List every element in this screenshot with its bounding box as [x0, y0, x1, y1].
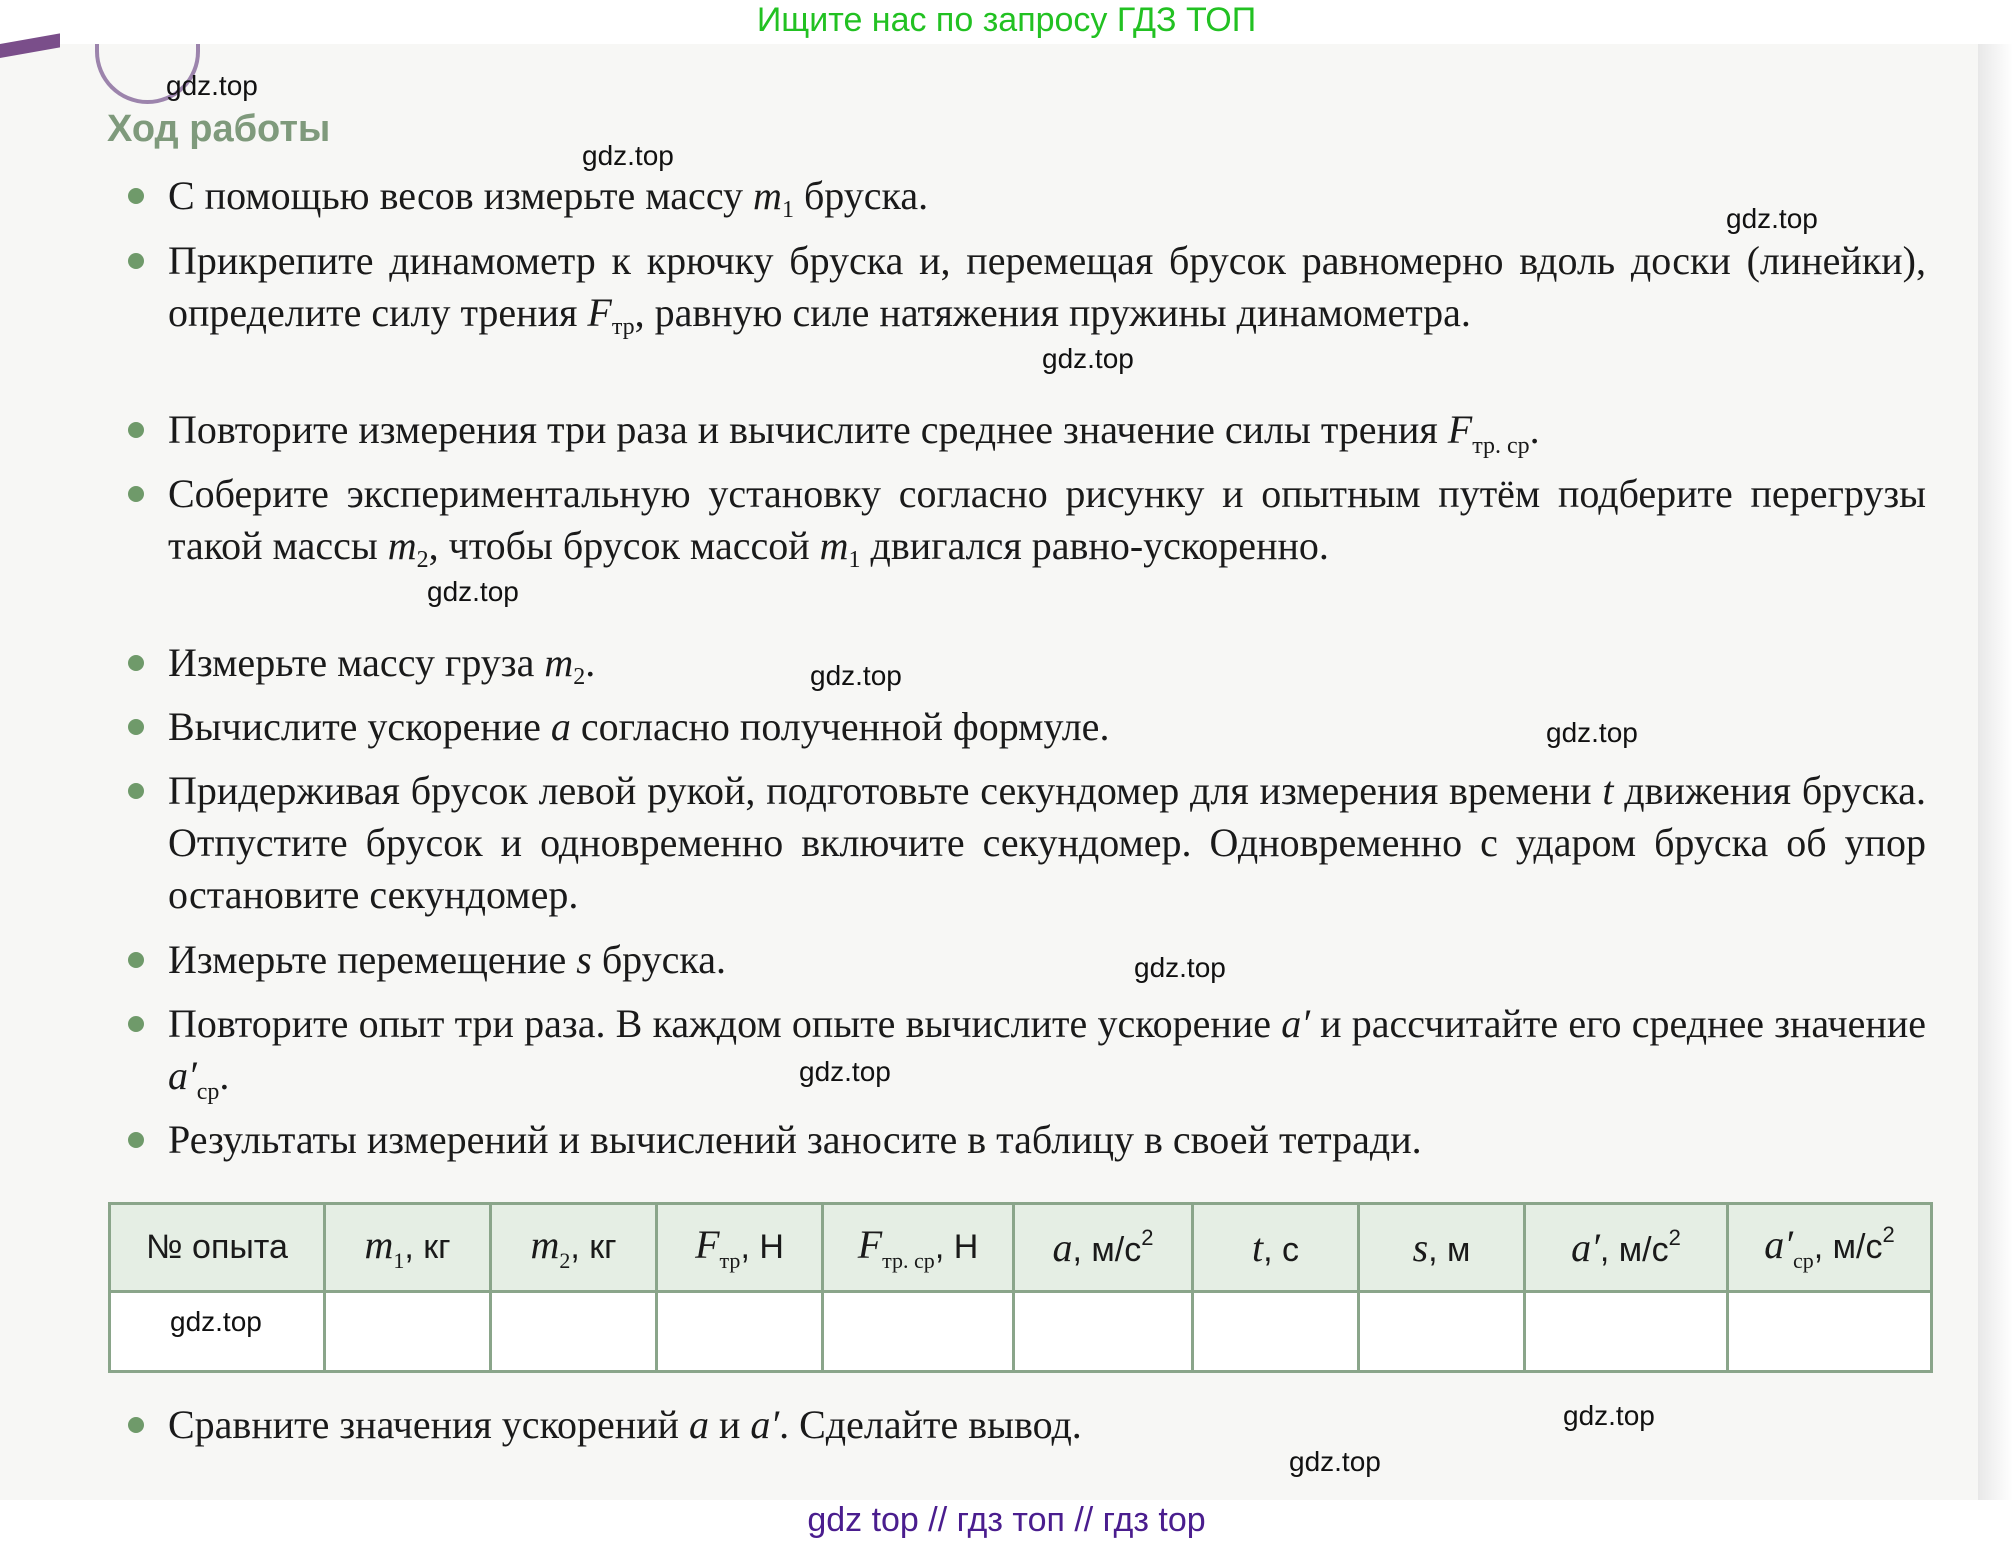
step-text: двигался равно-ускоренно.	[860, 523, 1329, 568]
math-symbol: m	[819, 523, 849, 568]
header-f-friction	[657, 1204, 823, 1292]
math-symbol: a′	[1281, 1001, 1310, 1046]
bullet-icon	[128, 1417, 144, 1433]
header-symbol: a′	[1764, 1222, 1793, 1267]
watermark: gdz.top	[1563, 1400, 1655, 1431]
step-text: бруска.	[793, 173, 929, 218]
bullet-icon	[128, 253, 144, 269]
watermark: gdz.top	[1546, 717, 1638, 748]
math-subscript: 2	[573, 664, 586, 690]
header-subscript: 2	[559, 1248, 571, 1273]
step-text: Сравните значения ускорений	[168, 1402, 689, 1447]
step-text: Измерьте массу груза	[168, 640, 545, 685]
header-unit: , м/с	[1072, 1231, 1142, 1269]
step-7	[168, 765, 1926, 921]
header-symbol: t	[1251, 1225, 1264, 1270]
math-subscript: тр	[611, 314, 635, 340]
math-symbol: m	[753, 173, 782, 218]
bottom-banner: gdz top // гдз топ // гдз top	[0, 1500, 2013, 1544]
step-text: бруска.	[591, 937, 726, 982]
table-cell	[1014, 1292, 1193, 1372]
bullet-icon	[128, 952, 144, 968]
step-9	[168, 998, 1926, 1118]
table-cell	[1525, 1292, 1728, 1372]
header-symbol: m	[364, 1222, 394, 1267]
results-table	[108, 1202, 1933, 1373]
math-symbol: F	[587, 290, 612, 335]
table-cell	[1193, 1292, 1359, 1372]
step-4	[168, 468, 1926, 586]
bullet-icon	[128, 486, 144, 502]
header-unit: , м	[1428, 1231, 1471, 1269]
bullet-icon	[128, 1016, 144, 1032]
math-subscript: 2	[416, 547, 429, 573]
header-subscript: ср	[1793, 1248, 1814, 1273]
table-header-row	[110, 1204, 1932, 1292]
header-unit: , Н	[740, 1228, 784, 1266]
step-11	[168, 1399, 1926, 1451]
step-text: Повторите опыт три раза. В каждом опыте вычислите ускорение	[168, 1001, 1282, 1046]
math-symbol: t	[1602, 768, 1614, 813]
watermark: gdz.top	[1726, 203, 1818, 234]
math-subscript: 1	[848, 547, 861, 573]
header-t	[1193, 1204, 1359, 1292]
bullet-icon	[128, 783, 144, 799]
step-text: Повторите измерения три раза и вычислите среднее значение силы трения	[168, 407, 1448, 452]
math-symbol: a	[688, 1402, 709, 1447]
math-symbol: a	[550, 704, 571, 749]
table-cell	[657, 1292, 823, 1372]
step-8	[168, 934, 1926, 986]
page-edge	[1978, 44, 2013, 1500]
step-text: Вычислите ускорение	[168, 704, 551, 749]
header-a-prime	[1525, 1204, 1728, 1292]
watermark: gdz.top	[1042, 343, 1134, 374]
step-10	[168, 1114, 1926, 1166]
watermark: gdz.top	[1134, 952, 1226, 983]
header-m1	[325, 1204, 491, 1292]
header-unit: , кг	[404, 1228, 451, 1266]
math-symbol: a′	[168, 1053, 197, 1098]
bullet-icon	[128, 719, 144, 735]
table-cell	[491, 1292, 657, 1372]
step-text: , чтобы брусок массой	[428, 523, 820, 568]
header-symbol: a′	[1571, 1225, 1600, 1270]
watermark: gdz.top	[1289, 1446, 1381, 1477]
header-superscript: 2	[1668, 1225, 1681, 1250]
header-unit: , м/с	[1813, 1228, 1883, 1266]
step-text: , равную силе натяжения пружины динамометра.	[634, 290, 1471, 335]
math-subscript: тр. ср	[1472, 433, 1530, 459]
header-symbol: F	[695, 1222, 720, 1267]
step-text: . Сделайте вывод.	[779, 1402, 1082, 1447]
step-text: С помощью весов измерьте массу	[168, 173, 754, 218]
header-subscript: тр. ср	[882, 1248, 935, 1273]
table-cell	[325, 1292, 491, 1372]
step-text: Придерживая брусок левой рукой, подготовьте секундомер для измерения времени	[168, 768, 1603, 813]
step-text: Прикрепите динамометр к крючку бруска и, перемещая брусок равномерно вдоль доски (линейки), определите силу трения	[168, 238, 1926, 335]
header-experiment-number	[110, 1204, 325, 1292]
step-5	[168, 637, 1926, 703]
math-symbol: F	[1447, 407, 1473, 452]
header-a	[1014, 1204, 1193, 1292]
math-subscript: ср	[196, 1079, 220, 1105]
step-text: и	[708, 1402, 751, 1447]
header-f-friction-avg	[823, 1204, 1014, 1292]
step-text: .	[585, 640, 596, 685]
step-text: Измерьте перемещение	[168, 937, 577, 982]
header-symbol: m	[530, 1222, 560, 1267]
step-text: .	[1529, 407, 1540, 452]
header-a-prime-avg	[1728, 1204, 1932, 1292]
step-1	[168, 170, 1926, 236]
watermark: gdz.top	[582, 140, 674, 171]
step-text: Соберите экспериментальную установку согласно рисунку и опытным путём подберите перегрузы такой массы	[168, 471, 1926, 568]
header-symbol: F	[857, 1222, 883, 1267]
bullet-icon	[128, 1132, 144, 1148]
header-symbol: a	[1052, 1225, 1073, 1270]
table-row	[110, 1292, 1932, 1372]
header-unit: , с	[1263, 1231, 1300, 1269]
header-superscript: 2	[1882, 1222, 1895, 1247]
bullet-icon	[128, 422, 144, 438]
watermark: gdz.top	[799, 1056, 891, 1087]
watermark: gdz.top	[810, 660, 902, 691]
section-title: Ход работы	[107, 108, 331, 150]
math-symbol: s	[576, 937, 592, 982]
step-3	[168, 404, 1926, 472]
header-superscript: 2	[1141, 1225, 1154, 1250]
watermark: gdz.top	[166, 70, 258, 101]
step-6	[168, 701, 1926, 753]
table-cell	[1359, 1292, 1525, 1372]
step-text: Результаты измерений и вычислений заносите в таблицу в своей тетради.	[168, 1117, 1422, 1162]
math-symbol: a′	[750, 1402, 780, 1447]
header-unit: , кг	[570, 1228, 617, 1266]
step-text: .	[219, 1053, 230, 1098]
header-m2	[491, 1204, 657, 1292]
step-text: движения бруска. Отпустите брусок и одновременно включите секундомер. Одновременно с ударом бруска об упор остановите секундомер.	[168, 768, 1926, 917]
math-symbol: m	[544, 640, 574, 685]
header-subscript: 1	[393, 1248, 405, 1273]
header-label: № опыта	[146, 1228, 288, 1266]
step-2	[168, 235, 1926, 353]
bullet-icon	[128, 655, 144, 671]
bullet-icon	[128, 188, 144, 204]
top-banner: Ищите нас по запросу ГДЗ ТОП	[0, 0, 2013, 44]
header-unit: , Н	[934, 1228, 979, 1266]
step-text: и рассчитайте его среднее значение	[1309, 1001, 1926, 1046]
header-s	[1359, 1204, 1525, 1292]
table-cell	[823, 1292, 1014, 1372]
header-subscript: тр	[719, 1248, 741, 1273]
watermark: gdz.top	[170, 1306, 262, 1337]
header-unit: , м/с	[1599, 1231, 1669, 1269]
header-symbol: s	[1412, 1225, 1429, 1270]
step-text: согласно полученной формуле.	[570, 704, 1110, 749]
math-symbol: m	[387, 523, 417, 568]
watermark: gdz.top	[427, 576, 519, 607]
table-cell	[1728, 1292, 1932, 1372]
math-subscript: 1	[781, 197, 794, 223]
